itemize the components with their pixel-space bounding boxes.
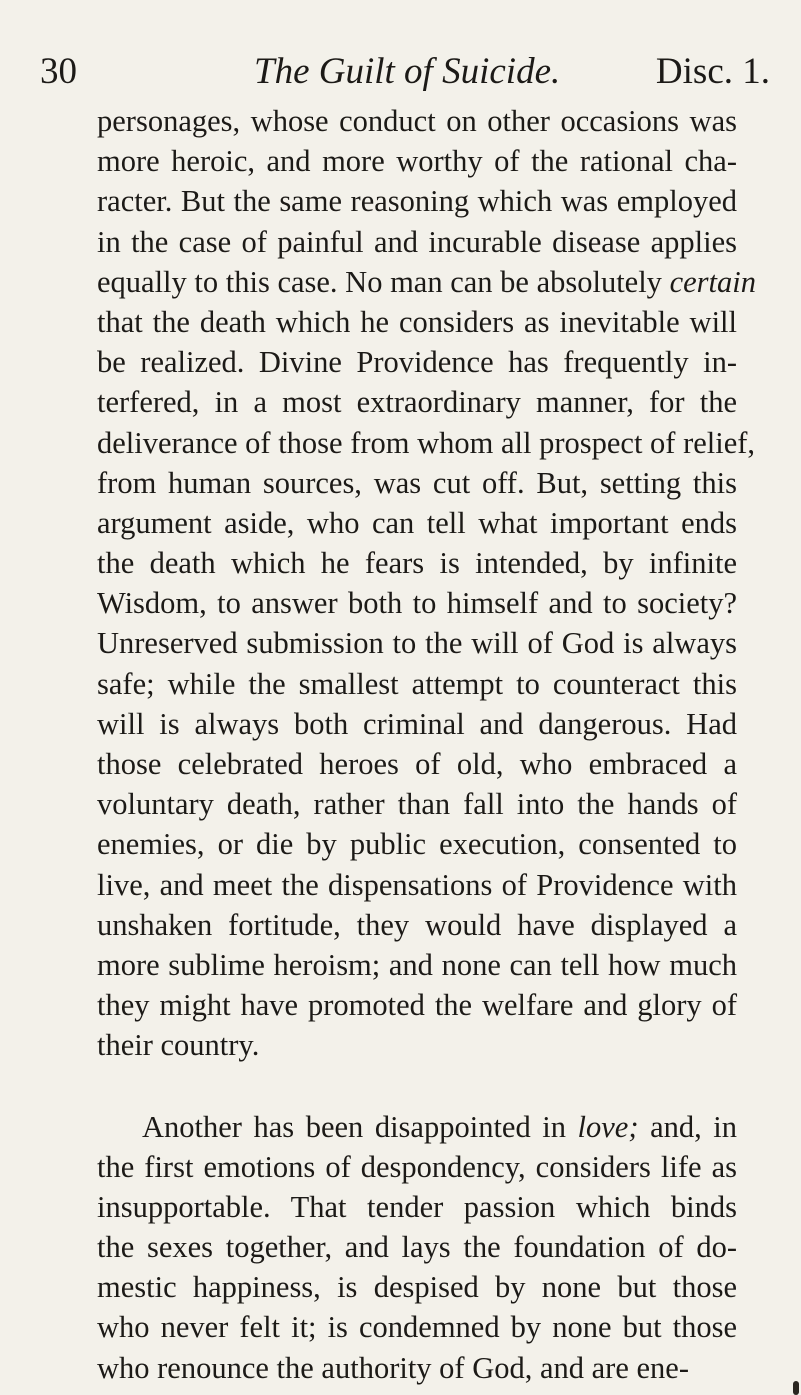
text-segment: safe; while the smallest attempt to counteract this [97,666,737,701]
text-line [97,101,737,141]
text-segment: will is always both criminal and dangerous. Had [97,706,737,741]
text-segment: the sexes together, and lays the foundation of do- [97,1230,737,1265]
text-segment: voluntary death, rather than fall into the hands of [97,787,737,822]
text-line [97,262,756,302]
text-segment: more heroic, and more worthy of the rational cha- [97,144,737,179]
text-segment: deliverance of those from whom all prospect of relief, [97,425,756,460]
text-line [97,664,737,704]
text-segment: equally to this case. No man can be absolutely [97,264,670,299]
text-line [97,1107,737,1147]
text-segment: the first emotions of despondency, considers life as [97,1149,737,1184]
section-label: Disc. 1. [655,51,770,92]
text-segment: personages, whose conduct on other occasions was [97,104,737,138]
text-line [97,704,737,744]
text-segment: insupportable. That tender passion which binds [97,1189,737,1224]
text-line [97,222,737,262]
text-line [97,342,737,382]
running-title: The Guilt of Suicide. [254,51,561,92]
page-number: 30 [40,51,77,92]
edge-mark [793,1381,799,1395]
text-segment: who never felt it; is condemned by none but those [97,1310,737,1345]
text-segment: and, in [638,1109,738,1144]
text-line [97,945,737,985]
text-segment: more sublime heroism; and none can tell how much [97,947,737,982]
text-line [97,382,737,422]
text-segment: terfered, in a most extraordinary manner, for the [97,385,737,420]
text-line [97,865,737,905]
text-line [97,744,737,784]
text-segment: Wisdom, to answer both to himself and to society? [97,586,737,621]
text-segment: the death which he fears is intended, by infinite [97,546,737,581]
body-text [97,101,756,1388]
running-head [40,44,770,100]
paragraph-gap [97,1066,737,1107]
text-segment: they might have promoted the welfare and glory of [97,988,737,1023]
text-line [97,181,737,221]
text-line [97,824,737,864]
text-line [97,1267,737,1307]
text-line [97,1025,737,1065]
text-line [97,302,737,342]
text-segment: racter. But the same reasoning which was employed [97,184,737,219]
text-line [97,784,737,824]
text-segment: live, and meet the dispensations of Providence with [97,867,737,902]
text-line [97,543,737,583]
text-line [97,623,737,663]
text-segment: mestic happiness, is despised by none but those [97,1270,737,1305]
italic-text: love; [577,1109,639,1144]
text-segment: Unreserved submission to the will of God is always [97,626,737,661]
text-segment: unshaken fortitude, they would have displayed a [97,907,737,942]
text-line [97,463,737,503]
text-segment: those celebrated heroes of old, who embraced a [97,747,737,781]
text-line [97,503,737,543]
italic-text: certain [669,264,756,299]
text-segment: argument aside, who can tell what important ends [97,505,737,540]
text-segment: that the death which he considers as inevitable will [97,304,737,339]
text-line [97,985,737,1025]
text-line [97,905,737,945]
text-line [97,141,737,181]
text-line [97,1227,737,1267]
text-segment: be realized. Divine Providence has frequently in- [97,345,737,380]
text-line [97,423,756,463]
text-line [97,1348,737,1388]
text-line [97,583,737,623]
text-segment: in the case of painful and incurable disease applies [97,224,737,259]
text-segment: their country. [97,1028,260,1063]
text-line [97,1307,737,1347]
text-segment: from human sources, was cut off. But, setting this [97,465,737,500]
text-segment: who renounce the authority of God, and are ene- [97,1350,689,1385]
text-segment: enemies, or die by public execution, consented to [97,827,737,862]
text-line [97,1147,737,1187]
text-line [97,1187,737,1227]
text-segment: Another has been disappointed in [142,1109,578,1144]
